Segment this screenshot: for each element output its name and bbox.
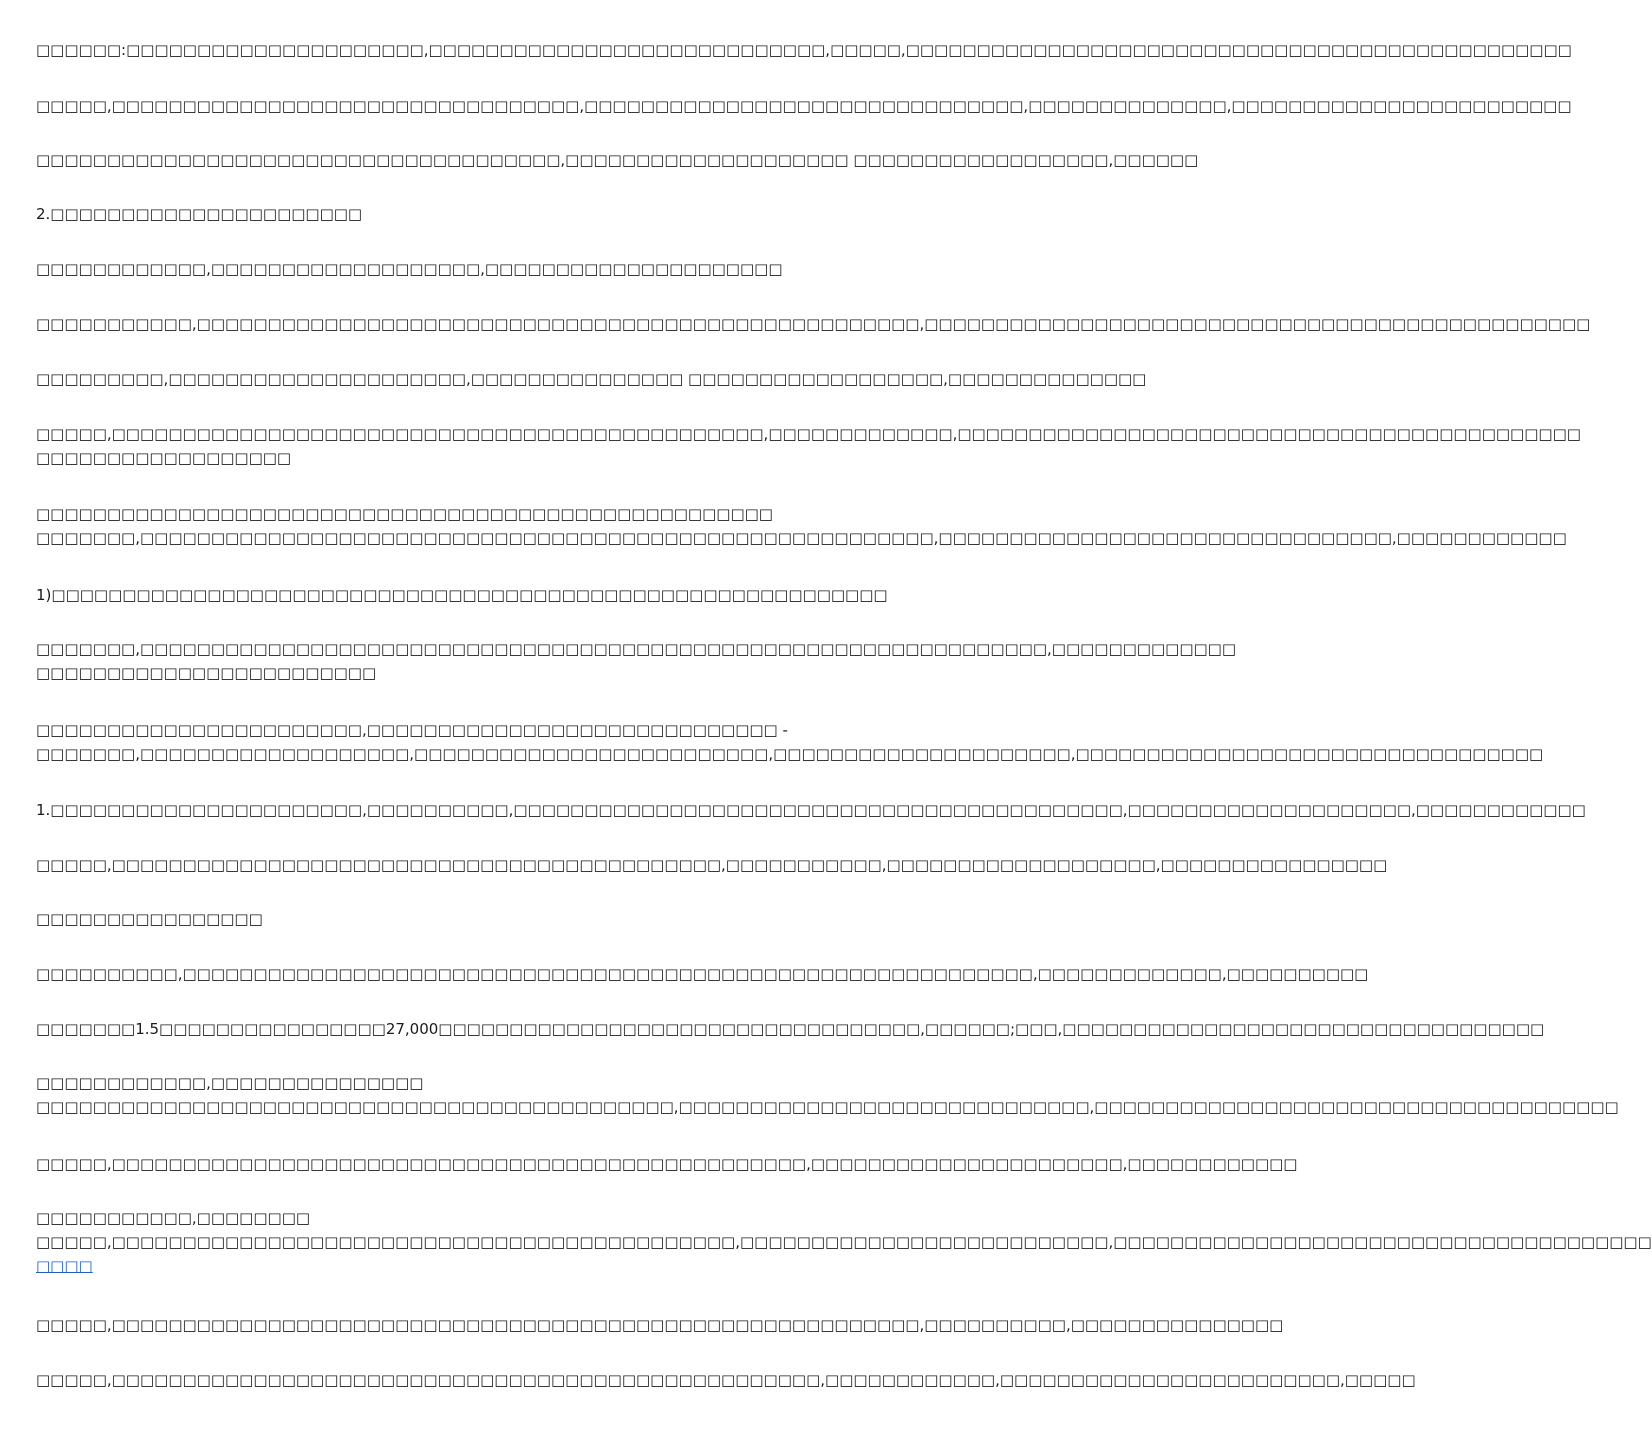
paragraph-3: □□□□□□□□□□□□□□□□□□□□□□□□□□□□□□□□□□□□□,□□□□□□□□□□□□□□□□□□□□ □□□□□□□□□□□□□□□□□□,□□□□□□ <box>36 151 1199 169</box>
paragraph-17: □□□□□□□1.5□□□□□□□□□□□□□□□□27,000□□□□□□□□□□□□□□□□□□□□□□□□□□□□□□□□□□,□□□□□□;□□□,□□□□□□□□□□□□□□□□□□□□□□□□□□□□□□□□□□ <box>36 1020 1545 1038</box>
paragraph-16: □□□□□□□□□□,□□□□□□□□□□□□□□□□□□□□□□□□□□□□□□□□□□□□□□□□□□□□□□□□□□□□□□□□□□□□,□□□□□□□□□□□□□,□□□□□□□□□□ <box>36 965 1369 983</box>
paragraph-6: □□□□□□□□□□□,□□□□□□□□□□□□□□□□□□□□□□□□□□□□□□□□□□□□□□□□□□□□□□□□□□□,□□□□□□□□□□□□□□□□□□□□□□□□□□□□□□□□□□□□□□□□□□□□□□□ <box>36 315 1591 333</box>
paragraph-20: □□□□□□□□□□□,□□□□□□□□ □□□□□,□□□□□□□□□□□□□□□□□□□□□□□□□□□□□□□□□□□□□□□□□□□□,□□□□□□□□□□□□□□□□□□□□□□□□□□,□□□□□□□□□□□□□□□□□□□□□□□□□□□□□□□□□□□□□□ □□□□ <box>36 1209 1652 1275</box>
paragraph-18: □□□□□□□□□□□□,□□□□□□□□□□□□□□□ □□□□□□□□□□□□□□□□□□□□□□□□□□□□□□□□□□□□□□□□□□□□□,□□□□□□□□□□□□□□□□□□□□□□□□□□□□□,□□□□□□□□□□□□□□□□□□□□□□□□□□□□□□□□□□□□□ <box>36 1074 1619 1116</box>
paragraph-8: □□□□□,□□□□□□□□□□□□□□□□□□□□□□□□□□□□□□□□□□□□□□□□□□□□□□,□□□□□□□□□□□□□,□□□□□□□□□□□□□□□□□□□□□□□□□□□□□□□□□□□□□□□□□□□□ □□□□□□□□□□□□□□□□□□ <box>36 425 1581 467</box>
list-item-1: 1)□□□□□□□□□□□□□□□□□□□□□□□□□□□□□□□□□□□□□□□□□□□□□□□□□□□□□□□□□□□ <box>36 586 888 604</box>
paragraph-2: □□□□□,□□□□□□□□□□□□□□□□□□□□□□□□□□□□□□□□□,□□□□□□□□□□□□□□□□□□□□□□□□□□□□□□□,□□□□□□□□□□□□□□,□□□□□□□□□□□□□□□□□□□□□□□□ <box>36 97 1572 115</box>
paragraph-7: □□□□□□□□□,□□□□□□□□□□□□□□□□□□□□□,□□□□□□□□□□□□□□□ □□□□□□□□□□□□□□□□□□,□□□□□□□□□□□□□□ <box>36 370 1147 388</box>
paragraph-12: □□□□□□□□□□□□□□□□□□□□□□□,□□□□□□□□□□□□□□□□□□□□□□□□□□□□□ - □□□□□□□,□□□□□□□□□□□□□□□□□□□,□□□□□□□□□□□□□□□□□□□□□□□□□,□□□□□□□□□□□□□□□□□□□□□,□□□□□□□□□□□□□□□□□□□□□□□□□□□□□□□□□ <box>36 721 1544 763</box>
paragraph-21: □□□□□,□□□□□□□□□□□□□□□□□□□□□□□□□□□□□□□□□□□□□□□□□□□□□□□□□□□□□□□□□,□□□□□□□□□□,□□□□□□□□□□□□□□□ <box>36 1316 1284 1334</box>
paragraph-11: □□□□□□□,□□□□□□□□□□□□□□□□□□□□□□□□□□□□□□□□□□□□□□□□□□□□□□□□□□□□□□□□□□□□□□□□,□□□□□□□□□□□□□ □□□□□□□□□□□□□□□□□□□□□□□□ <box>36 640 1237 682</box>
paragraph-22: □□□□□,□□□□□□□□□□□□□□□□□□□□□□□□□□□□□□□□□□□□□□□□□□□□□□□□□□,□□□□□□□□□□□□,□□□□□□□□□□□□□□□□□□□□□□□□,□□□□□ <box>36 1371 1416 1389</box>
section-heading-2: 2.□□□□□□□□□□□□□□□□□□□□□□ <box>36 205 363 223</box>
paragraph-9: □□□□□□□□□□□□□□□□□□□□□□□□□□□□□□□□□□□□□□□□□□□□□□□□□□□□ □□□□□□□,□□□□□□□□□□□□□□□□□□□□□□□□□□□□□□□□□□□□□□□□□□□□□□□□□□□□□□□□,□□□□□□□□□□□□□□□□□□□□□□□□□□□□□□□□,□□□□□□□□□□□□ <box>36 505 1567 547</box>
paragraph-14: □□□□□,□□□□□□□□□□□□□□□□□□□□□□□□□□□□□□□□□□□□□□□□□□□,□□□□□□□□□□□,□□□□□□□□□□□□□□□□□□□,□□□□□□□□□□□□□□□□ <box>36 856 1388 874</box>
paragraph-19: □□□□□,□□□□□□□□□□□□□□□□□□□□□□□□□□□□□□□□□□□□□□□□□□□□□□□□□,□□□□□□□□□□□□□□□□□□□□□□,□□□□□□□□□□□□ <box>36 1155 1298 1173</box>
paragraph-1: □□□□□□:□□□□□□□□□□□□□□□□□□□□□,□□□□□□□□□□□□□□□□□□□□□□□□□□□□,□□□□□,□□□□□□□□□□□□□□□□□□□□□□□□□□□□□□□□□□□□□□□□□□□□□□□ <box>36 41 1572 59</box>
numbered-item-1: 1.□□□□□□□□□□□□□□□□□□□□□□,□□□□□□□□□□,□□□□□□□□□□□□□□□□□□□□□□□□□□□□□□□□□□□□□□□□□□□,□□□□□□□□□□□□□□□□□□□□,□□□□□□□□□□□□ <box>36 801 1586 819</box>
read-more-link[interactable]: □□□□ <box>36 1257 93 1275</box>
paragraph-5: □□□□□□□□□□□□,□□□□□□□□□□□□□□□□□□□,□□□□□□□□□□□□□□□□□□□□□ <box>36 260 783 278</box>
subheading: □□□□□□□□□□□□□□□□ <box>36 910 263 928</box>
